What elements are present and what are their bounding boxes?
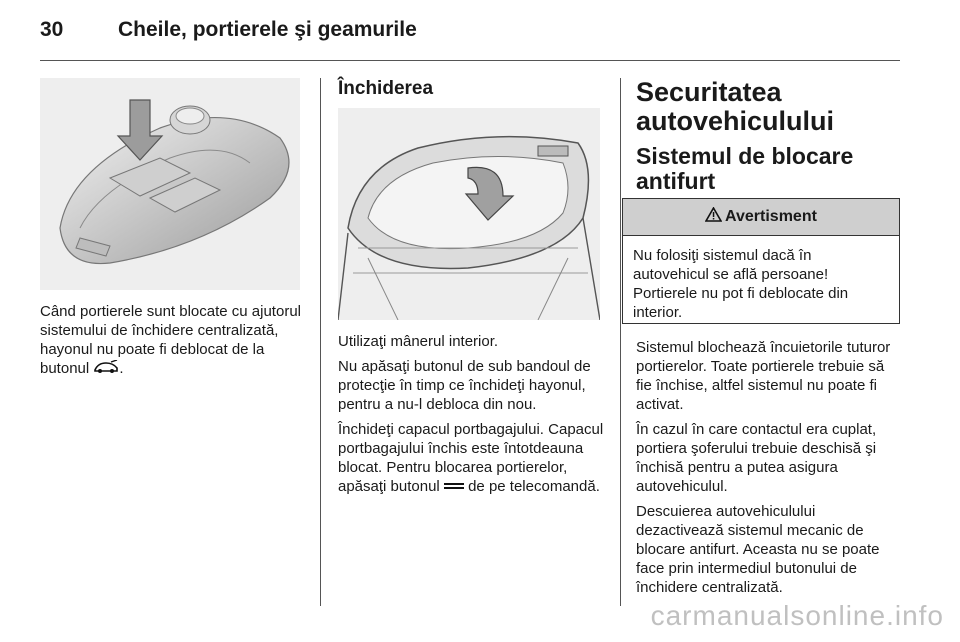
col2-paragraph-3-end: de pe telecomandă. [468, 478, 600, 495]
warning-box [622, 198, 900, 324]
warning-triangle-icon [705, 207, 722, 227]
section-heading-closing: Închiderea [338, 78, 434, 99]
col1-text: Când portierele sunt blocate cu ajutorul sistemului de închidere centralizată, hayonul nu poate fi deblocat de la butonul [40, 303, 301, 377]
col2-paragraph-1: Utilizaţi mânerul interior. [338, 333, 499, 350]
page-title: Cheile, portierele şi geamurile [118, 18, 417, 41]
section-heading-security: Securitatea autovehiculului [636, 77, 835, 136]
column-divider-1 [320, 78, 321, 606]
col3-paragraph-2: În cazul în care contactul era cuplat, portiera şoferului trebuie deschisă şi închisă pentru a putea asigura autovehiculul. [636, 421, 877, 495]
col1-text-end: . [119, 360, 124, 377]
header-divider [40, 60, 900, 61]
warning-header [623, 199, 899, 236]
key-fob-illustration [40, 78, 300, 290]
subheading-antitheft: Sistemul de blocare antifurt [636, 143, 854, 194]
tailgate-illustration [338, 108, 600, 320]
col3-paragraph-1: Sistemul blochează încuietorile tuturor portierelor. Toate portierele trebuie să fie închise, altfel sistemul nu poate fi activat. [636, 339, 891, 413]
warning-text: Nu folosiţi sistemul dacă în autovehicul se află persoane! Portierele nu pot fi deblocate din interior. [633, 247, 849, 321]
col2-paragraph-2: Nu apăsaţi butonul de sub bandoul de protecţie în timp ce închideţi hayonul, pentru a nu-l debloca din nou. [338, 358, 591, 413]
col1-paragraph [40, 302, 302, 385]
lock-button-icon [444, 478, 464, 497]
col3-paragraph-3: Descuierea autovehiculului dezactivează sistemul mecanic de blocare antifurt. Aceasta nu se poate face prin intermediul butonului de închidere centralizată. [636, 503, 880, 596]
column-divider-2 [620, 78, 621, 606]
watermark: carmanualsonline.info [650, 600, 944, 631]
col3-body [636, 338, 902, 603]
trunk-unlock-icon [93, 360, 119, 379]
warning-title: Avertisment [725, 208, 817, 225]
page-number: 30 [40, 18, 64, 41]
col2-paragraph-3: Închideţi capacul portbagajului. Capacul portbagajului închis este întotdeauna blocat. Pentru blocarea portierelor, apăsaţi butonul [338, 421, 604, 495]
col2-body [338, 332, 604, 503]
